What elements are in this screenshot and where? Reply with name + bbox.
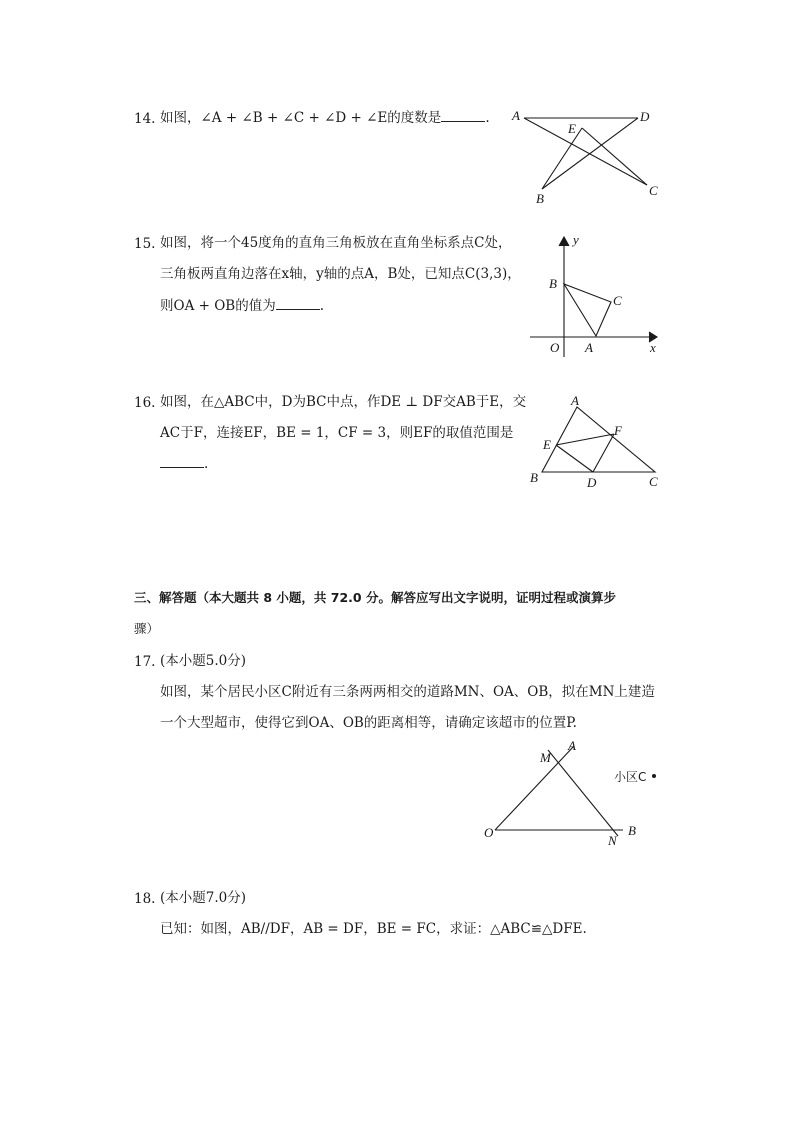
label-B: B <box>536 191 544 206</box>
q15-line1: 如图，将一个45度角的直角三角板放在直角坐标系点C处， <box>160 235 512 251</box>
label-A: A <box>585 340 593 355</box>
q16-figure <box>525 392 665 492</box>
label-C: C <box>649 183 658 198</box>
q16-answer-blank <box>160 455 204 468</box>
label-E: E <box>568 121 576 136</box>
label-E: E <box>543 437 551 452</box>
label-B: B <box>628 823 636 838</box>
y-arrow <box>559 237 569 246</box>
label-y: y <box>573 232 579 247</box>
line-BE <box>542 128 582 189</box>
q15-line2: 三角板两直角边落在x轴，y轴的点A，B处，已知点C(3,3)， <box>160 266 521 282</box>
q15-question: 则OA + OB的值为 <box>160 298 276 314</box>
label-A: A <box>571 393 579 408</box>
label-D: D <box>587 475 597 490</box>
line-ED <box>556 445 593 472</box>
q14-text <box>160 109 490 127</box>
q17-number: 17. <box>134 654 156 670</box>
label-N: N <box>608 833 617 848</box>
line-DF <box>593 434 614 472</box>
q18-score: (本小题7.0分) <box>160 890 247 906</box>
q17-score: (本小题5.0分) <box>160 653 247 669</box>
q15-answer-blank <box>276 297 320 310</box>
label-community-C: 小区C <box>614 770 647 784</box>
q16-line3 <box>160 455 208 473</box>
community-C-dot <box>652 774 656 778</box>
label-A: A <box>568 738 576 753</box>
q16-line1: 如图，在△ABC中，D为BC中点，作DE ⊥ DF交AB于E，交 <box>160 394 527 410</box>
line-EF <box>556 434 614 445</box>
q16-end: . <box>204 456 209 472</box>
q14-figure <box>505 105 665 210</box>
q17-line1: 如图，某个居民小区C附近有三条两两相交的道路MN、OA、OB，拟在MN上建造 <box>160 684 655 700</box>
label-B: B <box>530 470 538 485</box>
label-C: C <box>613 293 622 308</box>
q18-number: 18. <box>134 891 156 907</box>
label-M: M <box>540 750 551 765</box>
q18-line1: 已知：如图，AB//DF，AB = DF，BE = FC，求证：△ABC≌△DFE. <box>160 921 587 937</box>
q15-line3 <box>160 297 324 315</box>
q16-line2: AC于F，连接EF，BE = 1，CF = 3，则EF的取值范围是 <box>160 425 514 441</box>
q14-end: . <box>485 110 490 126</box>
section-3-heading-cont: 骤） <box>134 621 160 636</box>
road-MN <box>548 750 618 836</box>
q15-end: . <box>319 298 324 314</box>
q17-line2: 一个大型超市，使得它到OA、OB的距离相等，请确定该超市的位置P. <box>160 715 577 731</box>
label-F: F <box>614 423 622 438</box>
q17-figure <box>480 738 665 853</box>
label-x: x <box>650 340 656 355</box>
label-B: B <box>549 276 557 291</box>
label-C: C <box>649 474 658 489</box>
line-AC <box>524 118 647 185</box>
label-O: O <box>550 340 560 355</box>
line-DB <box>542 118 638 189</box>
line-EC <box>582 128 647 185</box>
label-D: D <box>640 109 650 124</box>
triangle-BAC <box>564 284 611 336</box>
section-3-heading: 三、解答题（本大题共 8 小题，共 72.0 分。解答应写出文字说明，证明过程或演算步 <box>134 590 616 605</box>
q14-question: 如图，∠A + ∠B + ∠C + ∠D + ∠E的度数是 <box>160 110 442 126</box>
q14-number: 14. <box>134 111 156 127</box>
label-O: O <box>484 825 494 840</box>
q15-figure <box>528 232 663 357</box>
q16-number: 16. <box>134 395 156 411</box>
label-A: A <box>512 108 520 123</box>
q15-number: 15. <box>134 236 156 252</box>
road-OA <box>495 746 574 830</box>
q14-answer-blank <box>441 109 485 122</box>
